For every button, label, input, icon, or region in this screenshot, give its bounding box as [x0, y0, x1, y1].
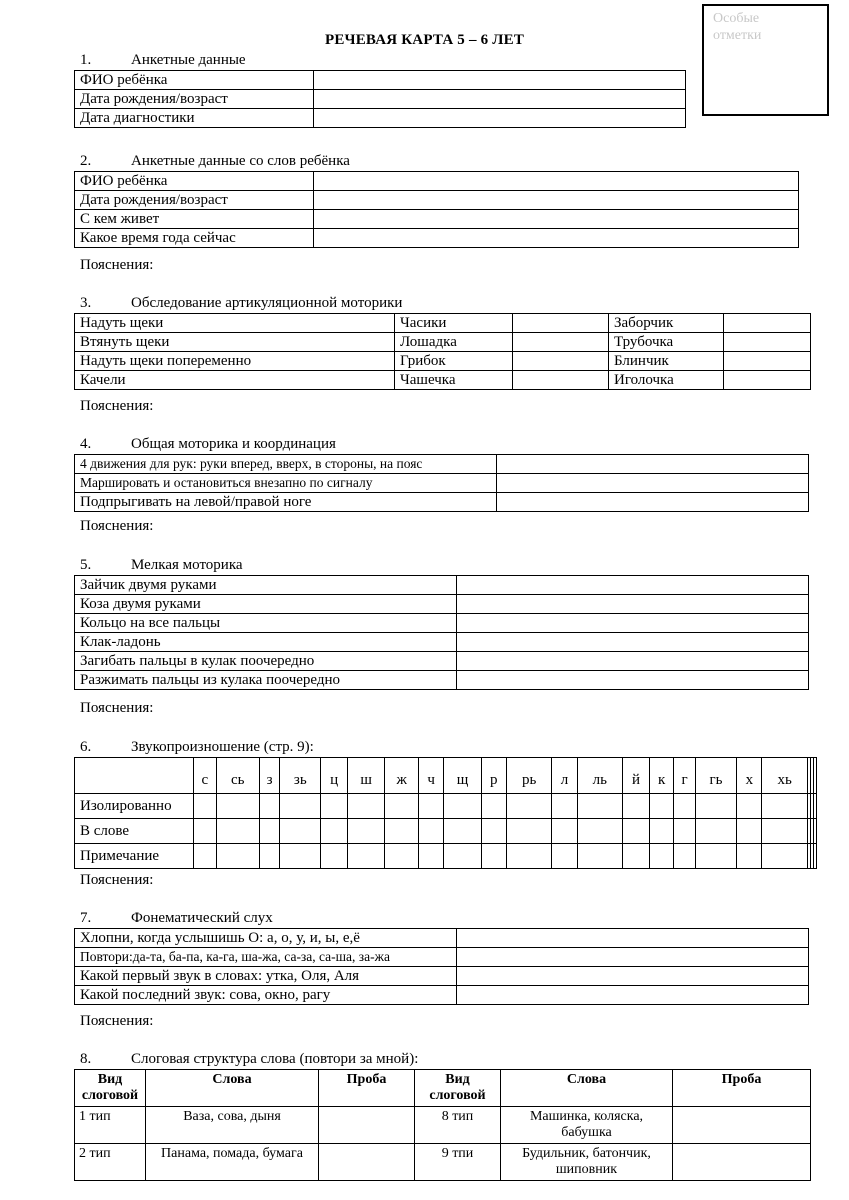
sound-cell[interactable]: [321, 819, 348, 844]
sound-cell[interactable]: [649, 819, 674, 844]
sound-header: з: [259, 758, 280, 794]
table-row: [75, 474, 809, 493]
section-2-table: [74, 171, 799, 248]
section-8-heading: [80, 1050, 418, 1068]
table-row: [75, 109, 686, 128]
row-label: Втянуть щеки: [75, 333, 395, 352]
sound-cell[interactable]: [348, 819, 385, 844]
table-row: [75, 493, 809, 512]
row-label: Какое время года сейчас: [75, 229, 314, 248]
sound-cell[interactable]: [737, 819, 762, 844]
sound-cell[interactable]: [577, 819, 622, 844]
row-label: Клак-ладонь: [75, 633, 457, 652]
value-cell[interactable]: [457, 652, 809, 671]
value-cell[interactable]: [457, 614, 809, 633]
table-row: [75, 333, 811, 352]
table-row: [75, 455, 809, 474]
row-label: С кем живет: [75, 210, 314, 229]
section-4-explanations: Пояснения:: [80, 518, 154, 534]
row-label: Дата диагностики: [75, 109, 314, 128]
sound-cell[interactable]: [280, 794, 321, 819]
table-row: [75, 576, 809, 595]
sound-cell[interactable]: [259, 794, 280, 819]
column-header: Слова: [501, 1070, 673, 1107]
row-label: ФИО ребёнка: [75, 172, 314, 191]
section-2-number: 2.: [80, 153, 92, 169]
row-label: Грибок: [395, 352, 513, 371]
column-header: Вид слоговой: [415, 1070, 501, 1107]
row-label: Заборчик: [609, 314, 724, 333]
notes-box-line2: отметки: [713, 28, 762, 43]
sound-cell[interactable]: [813, 819, 816, 844]
table-row: [75, 1107, 811, 1144]
section-1-number: 1.: [80, 52, 92, 68]
table-row: [75, 633, 809, 652]
sound-header: ш: [348, 758, 385, 794]
value-cell[interactable]: [497, 493, 809, 512]
section-4-table: [74, 454, 809, 512]
row-label: Хлопни, когда услышишь О: а, о, у, и, ы, е,ё: [75, 929, 457, 948]
probe-cell[interactable]: [673, 1144, 811, 1181]
sound-cell[interactable]: [695, 794, 737, 819]
words-cell: Машинка, коляска, бабушка: [501, 1107, 673, 1144]
section-1-title: Анкетные данные: [131, 52, 246, 68]
value-cell[interactable]: [314, 172, 799, 191]
sound-header: ль: [577, 758, 622, 794]
row-label: ФИО ребёнка: [75, 71, 314, 90]
table-row: [75, 595, 809, 614]
sound-cell[interactable]: [813, 844, 816, 869]
words-cell: Будильник, батончик, шиповник: [501, 1144, 673, 1181]
row-label: Какой первый звук в словах: утка, Оля, Аля: [75, 967, 457, 986]
value-cell[interactable]: [314, 229, 799, 248]
sound-cell[interactable]: [444, 794, 481, 819]
sound-cell[interactable]: [216, 844, 259, 869]
sound-cell[interactable]: [506, 794, 552, 819]
value-cell[interactable]: [457, 671, 809, 690]
column-header: Проба: [319, 1070, 415, 1107]
column-header: Вид слоговой: [75, 1070, 146, 1107]
sound-cell[interactable]: [649, 844, 674, 869]
row-label: Дата рождения/возраст: [75, 90, 314, 109]
table-row: [75, 1070, 811, 1107]
value-cell[interactable]: [314, 90, 686, 109]
sound-cell[interactable]: [419, 794, 444, 819]
section-7-heading: [80, 909, 273, 927]
section-7-table: [74, 928, 809, 1005]
sound-cell[interactable]: [674, 819, 695, 844]
table-row: [75, 758, 817, 794]
sound-cell[interactable]: [506, 844, 552, 869]
row-label: Подпрыгивать на левой/правой ноге: [75, 493, 497, 512]
sound-header: ч: [419, 758, 444, 794]
section-3-title: Обследование артикуляционной моторики: [131, 295, 403, 311]
sound-header: ж: [385, 758, 419, 794]
sound-cell[interactable]: [674, 844, 695, 869]
value-cell[interactable]: [457, 967, 809, 986]
sound-cell[interactable]: [552, 819, 577, 844]
value-cell[interactable]: [724, 371, 811, 390]
value-cell[interactable]: [314, 71, 686, 90]
notes-box-line1: Особые: [713, 11, 760, 26]
table-row: [75, 210, 799, 229]
sound-cell[interactable]: [674, 794, 695, 819]
value-cell[interactable]: [457, 986, 809, 1005]
sound-header: г: [674, 758, 695, 794]
sound-cell[interactable]: [623, 819, 650, 844]
value-cell[interactable]: [457, 633, 809, 652]
table-row: [75, 948, 809, 967]
special-notes-box[interactable]: [702, 4, 829, 116]
table-row: [75, 929, 809, 948]
sound-cell[interactable]: [321, 794, 348, 819]
syllable-type: 8 тип: [415, 1107, 501, 1144]
row-label: Повтори:да-та, ба-па, ка-га, ша-жа, са-за, са-ша, за-жа: [75, 948, 457, 967]
row-label: Иголочка: [609, 371, 724, 390]
section-8-number: 8.: [80, 1051, 92, 1067]
value-cell[interactable]: [457, 948, 809, 967]
row-label: Коза двумя руками: [75, 595, 457, 614]
value-cell[interactable]: [513, 314, 609, 333]
sound-cell[interactable]: [348, 794, 385, 819]
table-row: [75, 652, 809, 671]
sound-cell[interactable]: [280, 844, 321, 869]
row-label: Чашечка: [395, 371, 513, 390]
sound-cell[interactable]: [762, 844, 808, 869]
sound-cell[interactable]: [649, 794, 674, 819]
row-label: Надуть щеки: [75, 314, 395, 333]
section-5-title: Мелкая моторика: [131, 557, 243, 573]
sound-cell[interactable]: [194, 844, 217, 869]
row-label: Разжимать пальцы из кулака поочередно: [75, 671, 457, 690]
table-row: [75, 671, 809, 690]
sound-header: зь: [280, 758, 321, 794]
table-row: [75, 986, 809, 1005]
row-label: Какой последний звук: сова, окно, рагу: [75, 986, 457, 1005]
row-label: Зайчик двумя руками: [75, 576, 457, 595]
value-cell[interactable]: [314, 191, 799, 210]
sound-cell[interactable]: [481, 794, 506, 819]
section-8-title: Слоговая структура слова (повтори за мной):: [131, 1051, 419, 1067]
sound-cell[interactable]: [194, 819, 217, 844]
sound-cell[interactable]: [623, 794, 650, 819]
section-4-heading: [80, 435, 336, 453]
sound-cell[interactable]: [813, 794, 816, 819]
row-label: Трубочка: [609, 333, 724, 352]
column-header: Слова: [146, 1070, 319, 1107]
section-2-title: Анкетные данные со слов ребёнка: [131, 153, 350, 169]
sound-cell[interactable]: [280, 819, 321, 844]
sound-cell[interactable]: [385, 819, 419, 844]
row-label: 4 движения для рук: руки вперед, вверх, в стороны, на пояс: [75, 455, 497, 474]
sound-header: щ: [444, 758, 481, 794]
sound-cell[interactable]: [259, 819, 280, 844]
value-cell[interactable]: [457, 929, 809, 948]
sound-cell[interactable]: [737, 844, 762, 869]
sound-header: р: [481, 758, 506, 794]
section-5-number: 5.: [80, 557, 92, 573]
value-cell[interactable]: [457, 595, 809, 614]
table-row: [75, 191, 799, 210]
sound-cell[interactable]: [577, 844, 622, 869]
sound-cell[interactable]: [216, 819, 259, 844]
sound-header: х: [737, 758, 762, 794]
sound-header: к: [649, 758, 674, 794]
row-label: Качели: [75, 371, 395, 390]
table-row: [75, 172, 799, 191]
sound-cell[interactable]: [695, 819, 737, 844]
sound-cell[interactable]: [737, 794, 762, 819]
section-3-number: 3.: [80, 295, 92, 311]
section-6-title: Звукопроизношение (стр. 9):: [131, 739, 314, 755]
value-cell[interactable]: [497, 474, 809, 493]
row-label: Часики: [395, 314, 513, 333]
sound-cell[interactable]: [419, 844, 444, 869]
section-8-table: [74, 1069, 811, 1181]
value-cell[interactable]: [724, 333, 811, 352]
section-7-explanations: Пояснения:: [80, 1013, 154, 1029]
value-cell[interactable]: [497, 455, 809, 474]
sound-header: сь: [216, 758, 259, 794]
words-cell: Панама, помада, бумага: [146, 1144, 319, 1181]
row-label: Блинчик: [609, 352, 724, 371]
syllable-type: 2 тип: [75, 1144, 146, 1181]
sound-cell[interactable]: [444, 844, 481, 869]
sound-cell[interactable]: [419, 819, 444, 844]
sound-cell[interactable]: [444, 819, 481, 844]
value-cell[interactable]: [457, 576, 809, 595]
section-3-table: [74, 313, 811, 390]
section-6-heading: [80, 738, 314, 756]
sound-cell[interactable]: [385, 844, 419, 869]
sound-header: с: [194, 758, 217, 794]
syllable-type: 1 тип: [75, 1107, 146, 1144]
row-label: Изолированно: [75, 794, 194, 819]
sound-cell[interactable]: [321, 844, 348, 869]
row-label: Загибать пальцы в кулак поочередно: [75, 652, 457, 671]
page-title: РЕЧЕВАЯ КАРТА 5 – 6 ЛЕТ: [324, 32, 525, 48]
sound-cell[interactable]: [481, 844, 506, 869]
sound-cell[interactable]: [762, 819, 808, 844]
section-5-explanations: Пояснения:: [80, 700, 154, 716]
row-label: Надуть щеки попеременно: [75, 352, 395, 371]
table-row: [75, 967, 809, 986]
section-4-title: Общая моторика и координация: [131, 436, 336, 452]
sound-cell[interactable]: [623, 844, 650, 869]
row-label: Дата рождения/возраст: [75, 191, 314, 210]
section-5-heading: [80, 556, 243, 574]
row-label: Маршировать и остановиться внезапно по сигналу: [75, 474, 497, 493]
syllable-type: 9 тпи: [415, 1144, 501, 1181]
value-cell[interactable]: [513, 371, 609, 390]
table-row: [75, 794, 817, 819]
column-header: Проба: [673, 1070, 811, 1107]
sound-header: гь: [695, 758, 737, 794]
value-cell[interactable]: [724, 352, 811, 371]
value-cell[interactable]: [314, 210, 799, 229]
table-row: [75, 352, 811, 371]
sound-header: й: [623, 758, 650, 794]
table-row: [75, 71, 686, 90]
table-row: [75, 229, 799, 248]
probe-cell[interactable]: [319, 1107, 415, 1144]
sound-header: л: [552, 758, 577, 794]
words-cell: Ваза, сова, дыня: [146, 1107, 319, 1144]
sound-header: рь: [506, 758, 552, 794]
sound-cell[interactable]: [506, 819, 552, 844]
sound-cell[interactable]: [552, 794, 577, 819]
probe-cell[interactable]: [319, 1144, 415, 1181]
section-7-number: 7.: [80, 910, 92, 926]
section-3-heading: [80, 294, 402, 312]
sound-header: [813, 758, 816, 794]
table-row: [75, 614, 809, 633]
sound-cell[interactable]: [577, 794, 622, 819]
section-6-explanations: Пояснения:: [80, 872, 154, 888]
row-label: Примечание: [75, 844, 194, 869]
section-1-table: [74, 70, 686, 128]
section-3-explanations: Пояснения:: [80, 398, 154, 414]
table-row: [75, 371, 811, 390]
sound-cell[interactable]: [481, 819, 506, 844]
value-cell[interactable]: [314, 109, 686, 128]
row-label: Кольцо на все пальцы: [75, 614, 457, 633]
sound-cell[interactable]: [552, 844, 577, 869]
section-1-heading: [80, 51, 246, 69]
value-cell[interactable]: [513, 333, 609, 352]
sound-cell[interactable]: [695, 844, 737, 869]
section-5-table: [74, 575, 809, 690]
table-row: [75, 314, 811, 333]
sound-header: хь: [762, 758, 808, 794]
sound-cell[interactable]: [216, 794, 259, 819]
sound-header: ц: [321, 758, 348, 794]
table-row: [75, 844, 817, 869]
corner-cell: [75, 758, 194, 794]
section-7-title: Фонематический слух: [131, 910, 273, 926]
sound-cell[interactable]: [194, 794, 217, 819]
table-row: [75, 1144, 811, 1181]
value-cell[interactable]: [513, 352, 609, 371]
sound-cell[interactable]: [762, 794, 808, 819]
section-2-explanations: Пояснения:: [80, 257, 154, 273]
row-label: Лошадка: [395, 333, 513, 352]
table-row: [75, 90, 686, 109]
section-6-number: 6.: [80, 739, 92, 755]
section-6-table: [74, 757, 817, 869]
sound-cell[interactable]: [385, 794, 419, 819]
section-2-heading: [80, 152, 350, 170]
section-4-number: 4.: [80, 436, 92, 452]
value-cell[interactable]: [724, 314, 811, 333]
sound-cell[interactable]: [259, 844, 280, 869]
sound-cell[interactable]: [348, 844, 385, 869]
row-label: В слове: [75, 819, 194, 844]
table-row: [75, 819, 817, 844]
probe-cell[interactable]: [673, 1107, 811, 1144]
